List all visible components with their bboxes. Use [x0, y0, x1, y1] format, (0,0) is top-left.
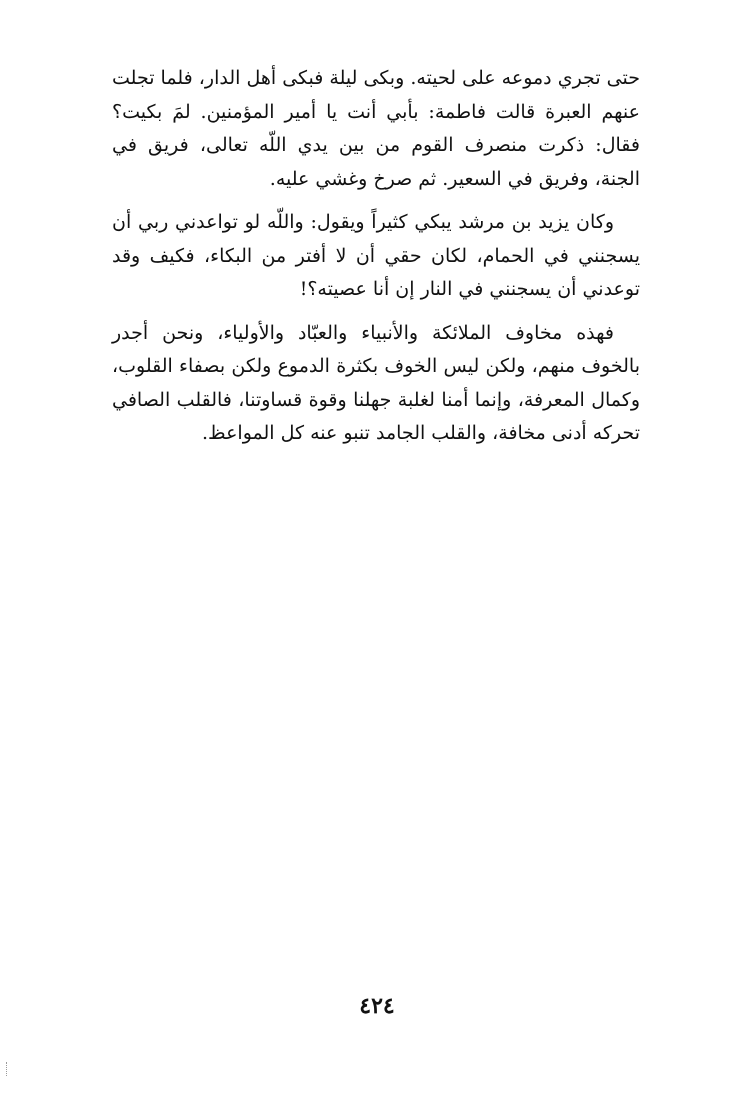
page-number: ٤٢٤: [359, 993, 395, 1019]
paragraph-3: فهذه مخاوف الملائكة والأنبياء والعبّاد والأولياء، ونحن أجدر بالخوف منهم، ولكن ليس الخوف بكثرة الدموع ولكن بصفاء القلوب، وكمال المعرفة، وإنما أمنا لغلبة جهلنا وقوة قساوتنا، فالقلب الصافي تحركه أدنى مخافة، والقلب الجامد تنبو عنه كل المواعظ.: [112, 321, 640, 444]
paragraph-2: وكان يزيد بن مرشد يبكي كثيراً ويقول: واللّه لو تواعدني ربي أن يسجنني في الحمام، لكان حقي أن لا أفتر من البكاء، فكيف وقد توعدني أن يسجنني في النار إن أنا عصيته؟!: [112, 211, 640, 300]
scan-edge-mark: [6, 1062, 9, 1076]
body-text: [112, 62, 640, 461]
paragraph-1: حتى تجري دموعه على لحيته. وبكى ليلة فبكى أهل الدار، فلما تجلت عنهم العبرة قالت فاطمة: بأبي أنت يا أمير المؤمنين. لمَ بكيت؟ فقال: ذكرت منصرف القوم من بين يدي اللّه تعالى، فريق في الجنة، وفريق في السعير. ثم صرخ وغشي عليه.: [112, 67, 640, 190]
